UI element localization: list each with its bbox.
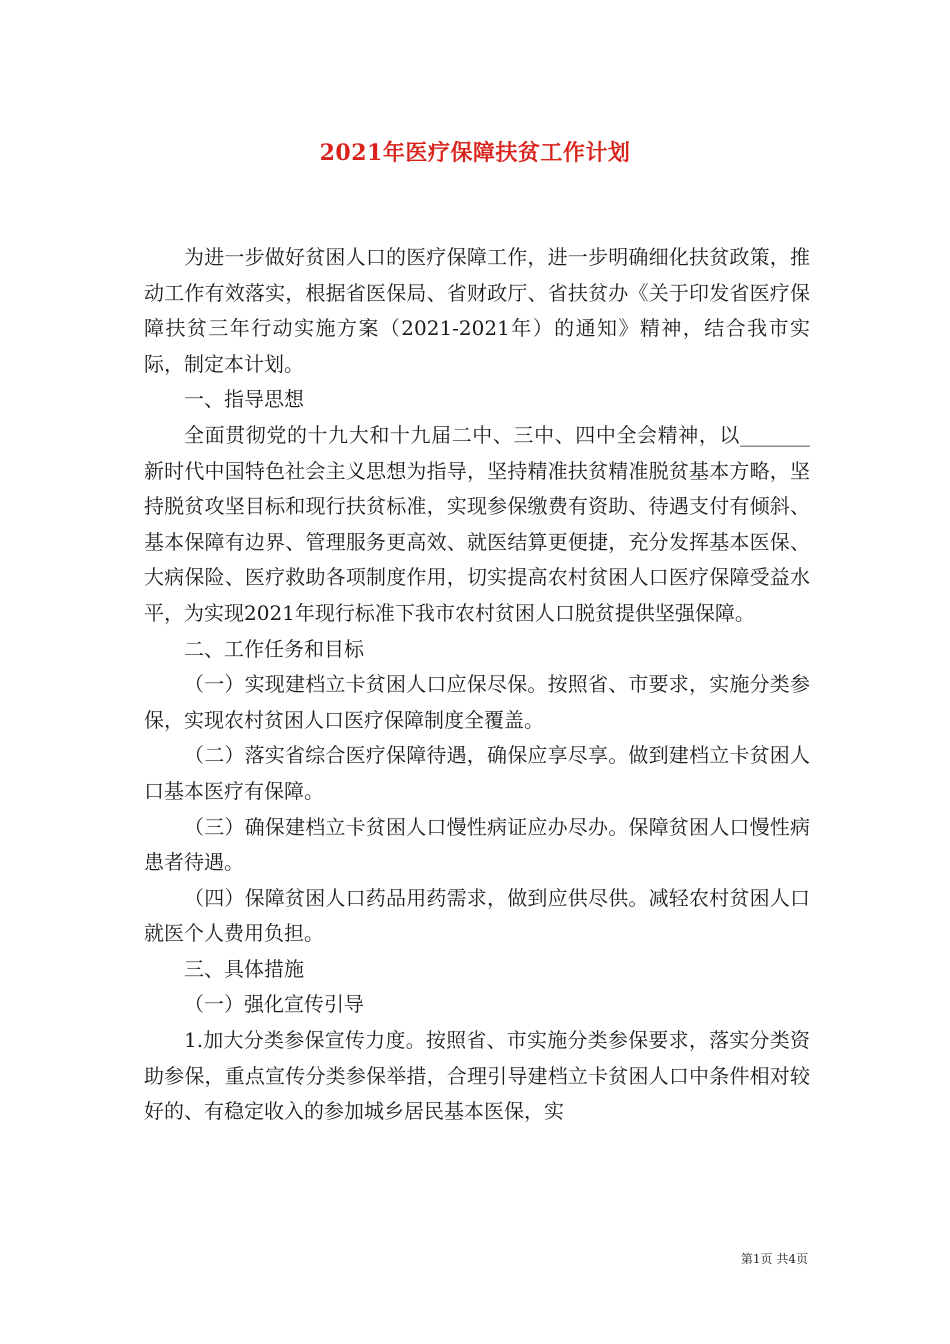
page-number: 第1页 共4页 (740, 1252, 808, 1266)
subsection-heading-1: （一）强化宣传引导 (184, 992, 364, 1017)
paragraph-task-3: （三）确保建档立卡贫困人口慢性病证应办尽办。保障贫困人口慢性病患者待遇。 (144, 814, 810, 875)
paragraph-task-2: （二）落实省综合医疗保障待遇，确保应享尽享。做到建档立卡贫困人口基本医疗有保障。 (144, 743, 810, 803)
document-body (144, 240, 810, 1130)
section-heading-2: 二、工作任务和目标 (184, 636, 364, 661)
section-heading-1: 一、指导思想 (184, 387, 304, 412)
paragraph-guiding-thought: 全面贯彻党的十九大和十九届二中、三中、四中全会精神，以_______新时代中国特色社会主义思想为指导，坚持精准扶贫精准脱贫基本方略，坚持脱贫攻坚目标和现行扶贫标准，实现参保缴费有资助、待遇支付有倾斜、基本保障有边界、管理服务更高效、就医结算更便捷，充分发挥基本医保、大病保险、医疗救助各项制度作用，切实提高农村贫困人口医疗保障受益水平，为实现2021年现行标准下我市农村贫困人口脱贫提供坚强保障。 (144, 422, 810, 625)
paragraph-task-1: （一）实现建档立卡贫困人口应保尽保。按照省、市要求，实施分类参保，实现农村贫困人口医疗保障制度全覆盖。 (144, 672, 810, 732)
document-title: 2021年医疗保障扶贫工作计划 (319, 140, 631, 166)
section-heading-3: 三、具体措施 (184, 956, 304, 981)
paragraph-intro: 为进一步做好贫困人口的医疗保障工作，进一步明确细化扶贫政策，推动工作有效落实，根据省医保局、省财政厅、省扶贫办《关于印发省医疗保障扶贫三年行动实施方案（2021-2021年）的通知》精神，结合我市实际，制定本计划。 (144, 245, 810, 376)
paragraph-measure-1: 1.加大分类参保宣传力度。按照省、市实施分类参保要求，落实分类资助参保，重点宣传分类参保举措，合理引导建档立卡贫困人口中条件相对较好的、有稳定收入的参加城乡居民基本医保，实 (144, 1028, 810, 1124)
paragraph-task-4: （四）保障贫困人口药品用药需求，做到应供尽供。减轻农村贫困人口就医个人费用负担。 (144, 885, 810, 946)
